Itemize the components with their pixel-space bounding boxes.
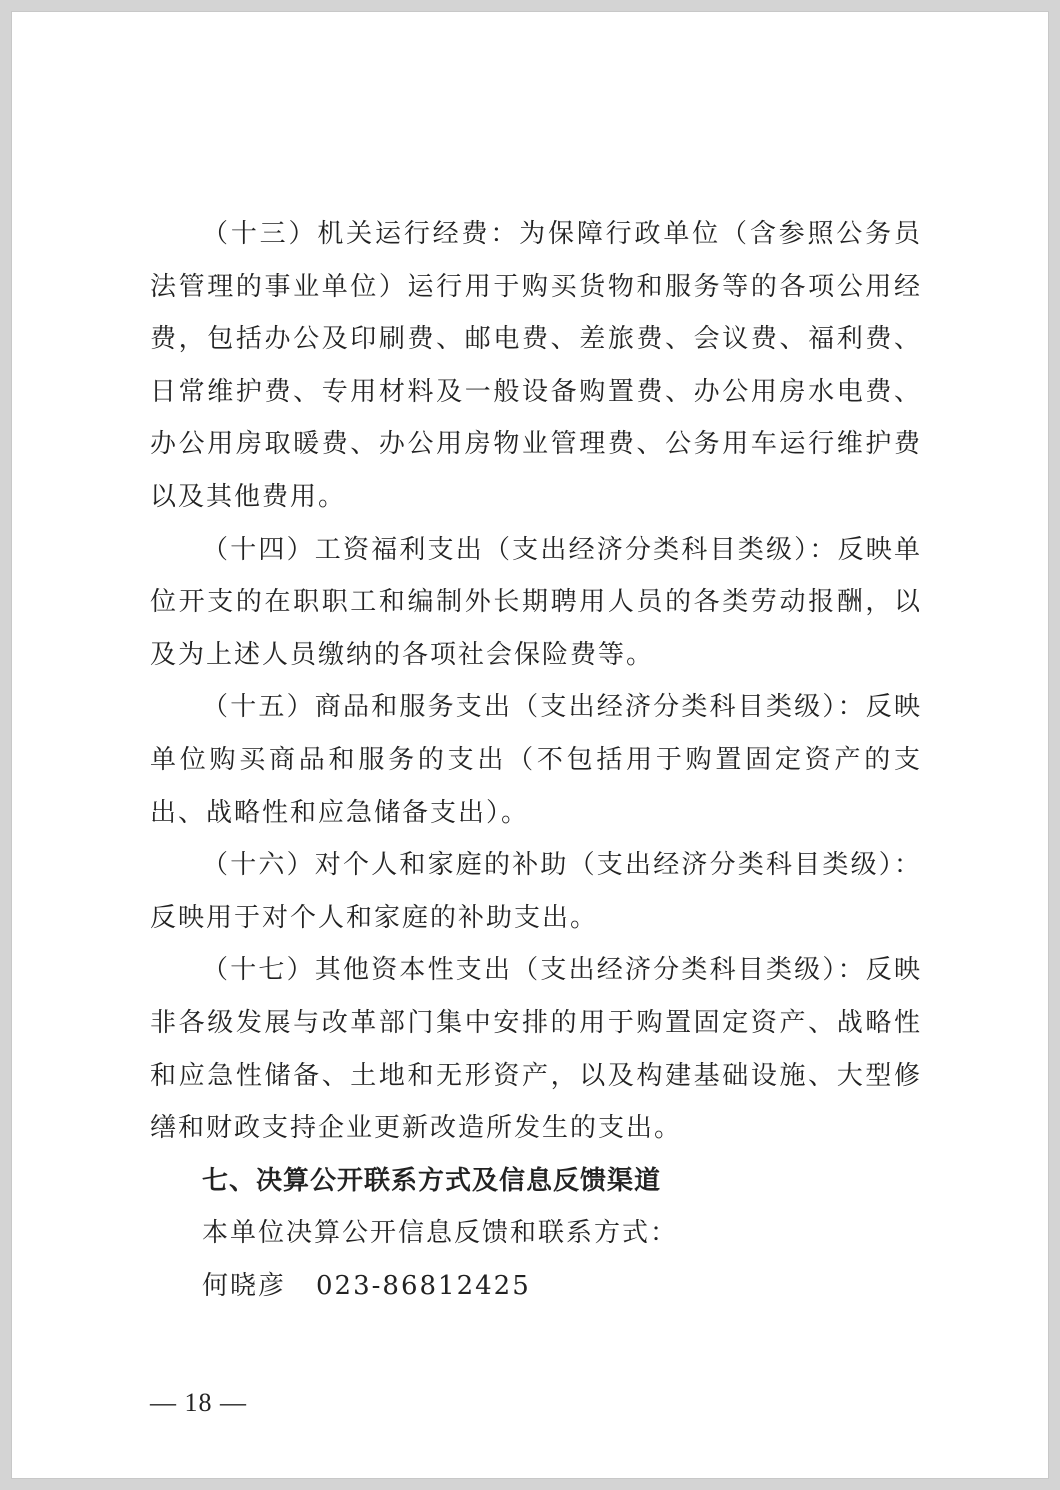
section-14 (150, 524, 922, 682)
section-16-lead: （十六）对个人和家庭的补助（支出经济分类科目类级）： (202, 850, 922, 881)
section-17-lead: （十七）其他资本性支出（支出经济分类科目类级）： (202, 955, 866, 986)
section-15-lead: （十五）商品和服务支出（支出经济分类科目类级）： (202, 692, 866, 723)
section-13-lead: （十三）机关运行经费： (202, 219, 520, 249)
section-17 (150, 944, 922, 1154)
section-16 (150, 839, 922, 944)
contact-intro: 本单位决算公开信息反馈和联系方式： (202, 1218, 679, 1249)
document-body (150, 208, 922, 1312)
contact-heading: 七、决算公开联系方式及信息反馈渠道 (202, 1165, 662, 1196)
contact-line (150, 1260, 922, 1313)
section-16-body: 反映用于对个人和家庭的补助支出。 (150, 902, 599, 933)
section-15-body: 反映单位购买商品和服务的支出（不包括用于购置固定资产的支出、战略性和应急储备支出）。 (150, 692, 922, 828)
document-page (12, 12, 1048, 1478)
contact-phone: 023-86812425 (316, 1270, 531, 1301)
page-number: — 18 — (150, 1388, 247, 1417)
section-14-body: 反映单位开支的在职职工和编制外长期聘用人员的各类劳动报酬，以及为上述人员缴纳的各项社会保险费等。 (150, 534, 922, 670)
section-17-body: 反映非各级发展与改革部门集中安排的用于购置固定资产、战略性和应急性储备、土地和无形资产，以及构建基础设施、大型修缮和财政支持企业更新改造所发生的支出。 (150, 955, 922, 1144)
section-14-lead: （十四）工资福利支出（支出经济分类科目类级）： (202, 534, 838, 565)
section-15 (150, 681, 922, 839)
section-13-body: 为保障行政单位（含参照公务员法管理的事业单位）运行用于购买货物和服务等的各项公用经费，包括办公及印刷费、邮电费、差旅费、会议费、福利费、日常维护费、专用材料及一般设备购置费、办公用房水电费、办公用房取暖费、办公用房物业管理费、公务用车运行维护费以及其他费用。 (150, 219, 922, 512)
contact-name: 何晓彦 (202, 1270, 287, 1301)
section-13 (150, 208, 922, 524)
